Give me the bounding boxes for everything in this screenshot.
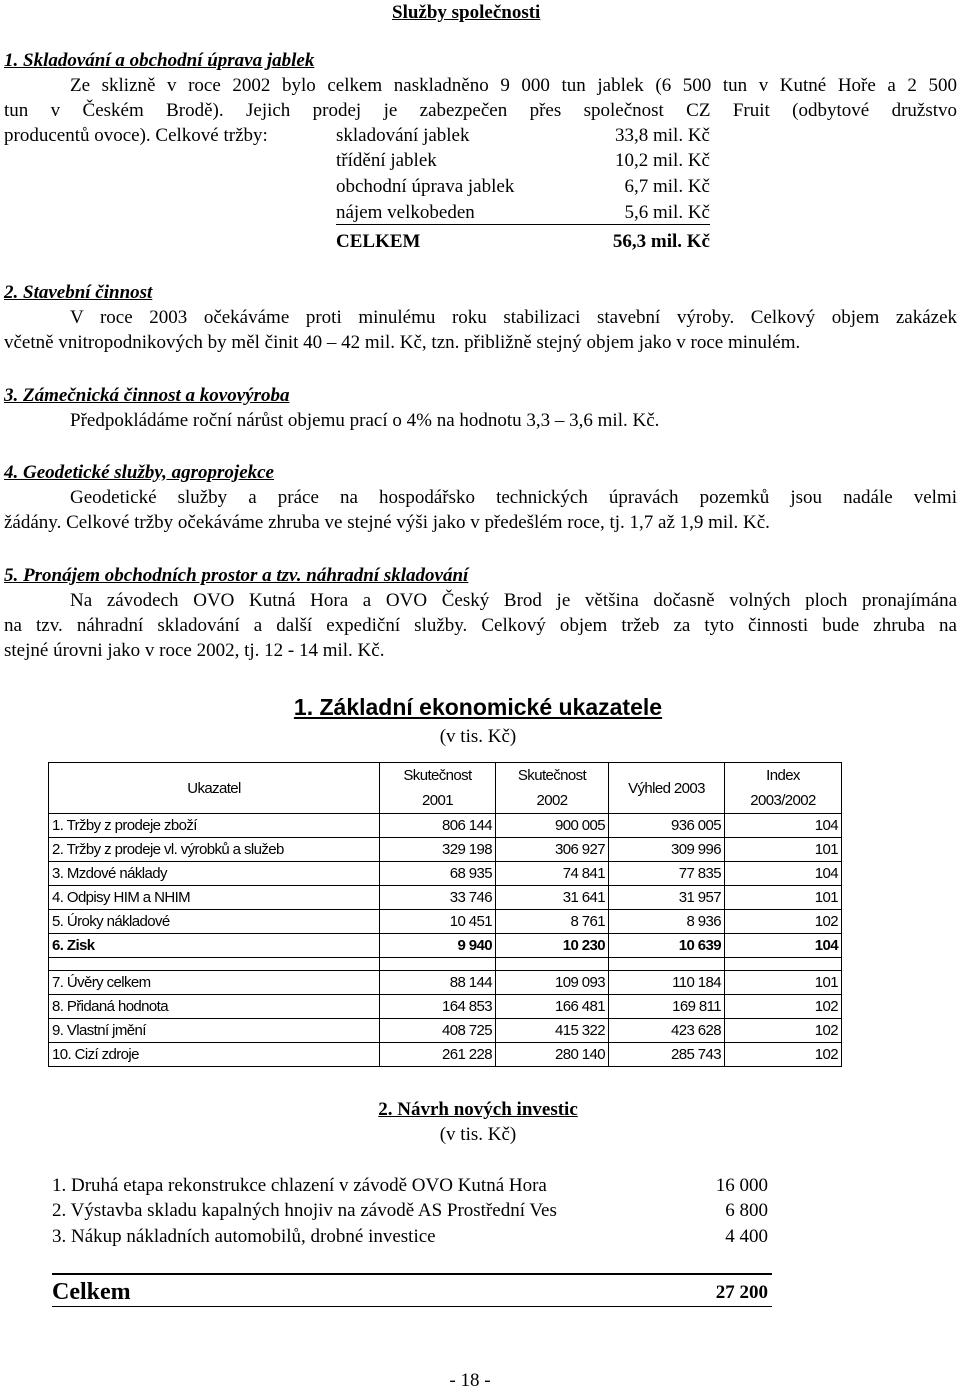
table-cell: 408 725	[380, 1019, 496, 1043]
table-spacer-cell	[49, 958, 380, 971]
table-cell: 936 005	[609, 814, 725, 838]
table-cell: 101	[725, 886, 842, 910]
table-spacer-row	[49, 958, 842, 971]
invest-item	[52, 1224, 772, 1249]
table-cell: 109 093	[496, 971, 609, 995]
revenue-value: 33,8 mil. Kč	[615, 125, 710, 146]
table-cell: 101	[725, 838, 842, 862]
table-cell: 806 144	[380, 814, 496, 838]
invest-total-amount: 27 200	[715, 1282, 768, 1303]
section-4-heading: 4. Geodetické služby, agroprojekce	[4, 462, 274, 483]
section-4-body	[4, 485, 957, 535]
table-cell: 33 746	[380, 886, 496, 910]
table-cell: 4. Odpisy HIM a NHIM	[49, 886, 380, 910]
table-cell: 169 811	[609, 995, 725, 1019]
table-cell: 102	[725, 995, 842, 1019]
table-cell: 88 144	[380, 971, 496, 995]
table-cell: 329 198	[380, 838, 496, 862]
table-row	[49, 1043, 842, 1067]
section-5-line: na tzv. náhradní skladování a další expediční služby. Celkový objem tržeb za tyto činnosti bude zhruba na	[4, 615, 957, 636]
table-cell: 10. Cizí zdroje	[49, 1043, 380, 1067]
table-cell: 101	[725, 971, 842, 995]
table-spacer-cell	[496, 958, 609, 971]
section-5-heading: 5. Pronájem obchodních prostor a tzv. náhradní skladování	[4, 565, 469, 586]
table-cell: 10 451	[380, 910, 496, 934]
revenue-label: obchodní úprava jablek	[336, 176, 515, 197]
econ-title: 1. Základní ekonomické ukazatele	[293, 694, 663, 720]
section-1-body	[4, 73, 957, 123]
table-cell: 166 481	[496, 995, 609, 1019]
revenue-label: třídění jablek	[336, 150, 437, 171]
table-spacer-cell	[725, 958, 842, 971]
econ-header-row	[49, 763, 842, 814]
invest-item-amount: 4 400	[725, 1226, 768, 1247]
section-1-line: tun v Českém Brodě). Jejich prodej je zabezpečen přes společnost CZ Fruit (odbytové družstvo	[4, 100, 957, 121]
table-cell: 423 628	[609, 1019, 725, 1043]
section-4-line: Geodetické služby a práce na hospodářsko technických úpravách pozemků jsou nadále velmi	[70, 487, 957, 508]
econ-header-outlook: Výhled 2003	[609, 763, 725, 814]
table-cell: 102	[725, 910, 842, 934]
table-cell: 415 322	[496, 1019, 609, 1043]
invest-unit: (v tis. Kč)	[439, 1124, 517, 1145]
page-number: - 18 -	[449, 1370, 491, 1391]
table-row	[49, 838, 842, 862]
section-5-body	[4, 588, 957, 663]
invest-item-amount: 6 800	[725, 1200, 768, 1221]
table-row	[49, 1019, 842, 1043]
invest-item-label: 2. Výstavba skladu kapalných hnojiv na závodě AS Prostřední Ves	[52, 1200, 557, 1221]
table-cell: 280 140	[496, 1043, 609, 1067]
econ-header-2002: Skutečnost 2002	[496, 763, 609, 814]
econ-unit: (v tis. Kč)	[439, 726, 517, 747]
invest-item-label: 1. Druhá etapa rekonstrukce chlazení v závodě OVO Kutná Hora	[52, 1175, 547, 1196]
revenue-sum-rule	[336, 224, 710, 225]
revenue-value: 10,2 mil. Kč	[615, 150, 710, 171]
table-cell: 2. Tržby z prodeje vl. výrobků a služeb	[49, 838, 380, 862]
table-cell: 6. Zisk	[49, 934, 380, 958]
table-cell: 309 996	[609, 838, 725, 862]
revenue-value: 6,7 mil. Kč	[624, 176, 710, 197]
table-row	[49, 971, 842, 995]
section-2-line: V roce 2003 očekáváme proti minulému roku stabilizaci stavební výroby. Celkový objem zakázek	[70, 307, 957, 328]
table-cell: 261 228	[380, 1043, 496, 1067]
table-cell: 306 927	[496, 838, 609, 862]
invest-title: 2. Návrh nových investic	[378, 1099, 578, 1120]
section-5-line: Na závodech OVO Kutná Hora a OVO Český Brod je většina dočasně volných ploch pronajímána	[70, 590, 957, 611]
table-cell: 104	[725, 814, 842, 838]
table-cell: 102	[725, 1019, 842, 1043]
table-cell: 9. Vlastní jmění	[49, 1019, 380, 1043]
econ-header-2001: Skutečnost 2001	[380, 763, 496, 814]
invest-item	[52, 1198, 772, 1223]
table-cell: 8. Přidaná hodnota	[49, 995, 380, 1019]
econ-header-indicator: Ukazatel	[49, 763, 380, 814]
section-1-line3-prefix: producentů ovoce). Celkové tržby:	[4, 125, 268, 146]
econ-table	[48, 762, 842, 1067]
table-cell: 104	[725, 934, 842, 958]
section-3-line: Předpokládáme roční nárůst objemu prací o 4% na hodnotu 3,3 – 3,6 mil. Kč.	[70, 410, 660, 431]
table-cell: 8 761	[496, 910, 609, 934]
section-2-heading: 2. Stavební činnost	[4, 282, 153, 303]
revenue-total-value: 56,3 mil. Kč	[612, 231, 710, 252]
table-row	[49, 934, 842, 958]
table-cell: 1. Tržby z prodeje zboží	[49, 814, 380, 838]
table-cell: 10 639	[609, 934, 725, 958]
section-3-heading: 3. Zámečnická činnost a kovovýroba	[4, 385, 290, 406]
revenue-label: skladování jablek	[336, 125, 470, 146]
table-cell: 900 005	[496, 814, 609, 838]
table-cell: 31 641	[496, 886, 609, 910]
table-row	[49, 862, 842, 886]
table-cell: 74 841	[496, 862, 609, 886]
table-cell: 102	[725, 1043, 842, 1067]
revenue-total-label: CELKEM	[336, 231, 421, 252]
table-row	[49, 886, 842, 910]
table-row	[49, 814, 842, 838]
table-cell: 31 957	[609, 886, 725, 910]
invest-item-label: 3. Nákup nákladních automobilů, drobné investice	[52, 1226, 436, 1247]
table-cell: 110 184	[609, 971, 725, 995]
table-cell: 285 743	[609, 1043, 725, 1067]
invest-total-rule	[52, 1273, 772, 1275]
table-cell: 10 230	[496, 934, 609, 958]
table-cell: 5. Úroky nákladové	[49, 910, 380, 934]
table-cell: 104	[725, 862, 842, 886]
invest-item	[52, 1173, 772, 1198]
invest-bottom-rule	[52, 1306, 772, 1307]
section-1-line: Ze sklizně v roce 2002 bylo celkem naskladněno 9 000 tun jablek (6 500 tun v Kutné Hoře a 2 500	[70, 75, 957, 96]
page-header-title: Služby společnosti	[392, 2, 541, 23]
table-cell: 9 940	[380, 934, 496, 958]
revenue-label: nájem velkobeden	[336, 202, 475, 223]
table-cell: 77 835	[609, 862, 725, 886]
revenue-value: 5,6 mil. Kč	[624, 202, 710, 223]
table-spacer-cell	[609, 958, 725, 971]
section-2-line: včetně vnitropodnikových by měl činit 40 – 42 mil. Kč, tzn. přibližně stejný objem jako v roce minulém.	[4, 332, 801, 353]
table-cell: 8 936	[609, 910, 725, 934]
invest-item-amount: 16 000	[715, 1175, 768, 1196]
invest-total-label: Celkem	[52, 1279, 131, 1305]
section-4-line: žádány. Celkové tržby očekáváme zhruba ve stejné výši jako v předešlém roce, tj. 1,7 až 1,9 mil. Kč.	[4, 512, 770, 533]
table-row	[49, 910, 842, 934]
section-1-heading: 1. Skladování a obchodní úprava jablek	[4, 50, 315, 71]
table-cell: 164 853	[380, 995, 496, 1019]
section-2-body	[4, 305, 957, 355]
table-cell: 7. Úvěry celkem	[49, 971, 380, 995]
table-spacer-cell	[380, 958, 496, 971]
table-cell: 68 935	[380, 862, 496, 886]
table-row	[49, 995, 842, 1019]
section-5-line: stejné úrovni jako v roce 2002, tj. 12 - 14 mil. Kč.	[4, 640, 385, 661]
econ-header-index: Index 2003/2002	[725, 763, 842, 814]
table-cell: 3. Mzdové náklady	[49, 862, 380, 886]
